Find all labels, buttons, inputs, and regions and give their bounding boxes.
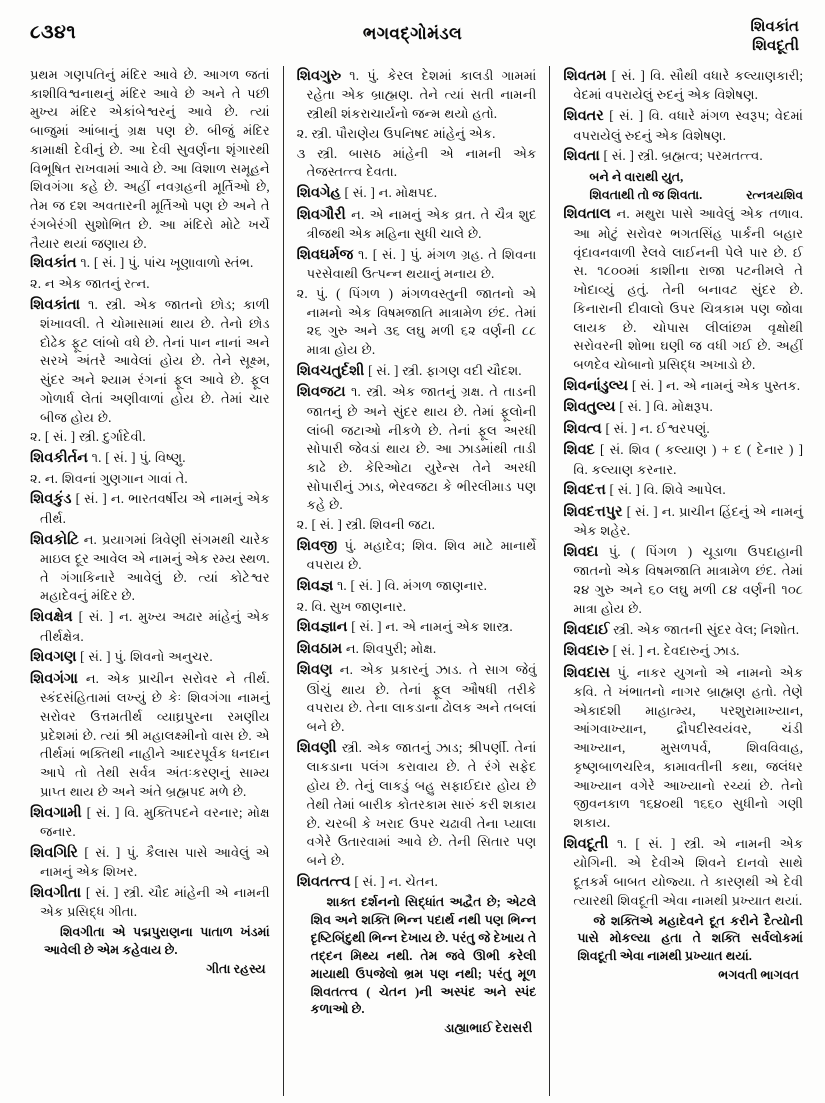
text-column-3	[554, 66, 807, 1096]
entry-headword: શિવતમ	[563, 68, 607, 84]
dictionary-entry	[297, 536, 537, 575]
dictionary-entry	[563, 834, 803, 911]
book-title: ભગવદ્ગોમંડલ	[362, 24, 463, 43]
entry-headword: શિવતા	[563, 148, 600, 165]
text-column-2	[288, 66, 546, 1096]
dictionary-entry	[30, 669, 270, 802]
entry-definition: [ સં. ] સ્ત્રી. ફાગણ વદી ચૌદશ.	[364, 362, 522, 378]
quotation-attribution: ડાહ્યાભાઈ દેરાસરી	[444, 1021, 533, 1036]
verse-attribution: રત્નત્રયશિવ	[746, 188, 804, 203]
dictionary-entry	[30, 489, 270, 528]
verse-line-text: બને ને વારાથી યુત,	[589, 169, 684, 184]
entry-headword: શિવજટા	[296, 384, 346, 401]
entry-sense: ૨. [ સં. ] સ્ત્રી. દુર્ગાદેવી.	[30, 429, 146, 445]
column-divider-2	[549, 66, 550, 1096]
entry-headword: શિવનાંડુલ્ય	[563, 377, 629, 394]
quotation-text: શાક્ત દર્શનનો સિદ્ધાંત અદ્વૈત છે; એટલે શિવ અને શક્તિ ભિન્ન પદાર્થ નથી પણ ભિન્ન દૃષ્ટિબિંદુથી ભિન્ન દેખાય છે. પરંતુ જે દેખાય તે તદ્દન મિથ્ય નથી. તેમ જવે ઊભી કરેલી માયાથી ઉપજેલો ભ્રમ પણ નથી; પરંતુ મૂળ શિવતત્ત્વ ( ચેતન )ની અસ્પંદ અને સ્પંદ કળાઓ છે.	[310, 895, 537, 1017]
entry-headword: શિવગૌરી	[296, 206, 346, 223]
entry-definition: પું. ( પિંગળ ) ચૂડાળા ઉપદાહાની જાતનો એક વિષમજાતિ માત્રામેળ છંદ. તેમાં ૨૪ ગુરુ અને ૬૦ લઘુ મળી ૮૪ વર્ણની ૧૦૮ માત્રા હોય છે.	[573, 543, 804, 616]
quotation-text: જે શક્તિએ મહાદેવને દૂત કરીને દૈત્યોની પાસે મોકલ્યા હતા તે શક્તિ સર્વલોકમાં શિવદૂતી એવા નામથી પ્રખ્યાત થયાં.	[577, 913, 804, 964]
entry-headword: શિવજી	[296, 537, 338, 554]
entry-headword: શિવદત્ત	[563, 482, 606, 499]
entry-definition: ન. શિવપુરી; મોક્ષ.	[342, 640, 437, 656]
dictionary-entry	[297, 872, 537, 892]
dictionary-entry	[297, 66, 537, 124]
dictionary-entry	[30, 295, 270, 428]
entry-definition: ૧. [ સં. ] પું. વિષ્ણુ.	[87, 450, 186, 466]
dictionary-entry	[30, 803, 270, 842]
dictionary-entry	[30, 607, 270, 646]
quotation-lead-word: શિવગીતા	[60, 925, 105, 940]
entry-headword: શિવતુલ્ય	[563, 399, 616, 416]
entry-definition: ૧. [ સં. ] સ્ત્રી. એ નામની એક યોગિની. એ દેવીએ શિવને દાનવો સાથે દૂતકર્મ બાબત યોજ્યા. તે કારણથી એ દેવી ત્યારથી શિવદૂતી એવા નામથી પ્રખ્યાત થયાં.	[573, 835, 804, 908]
quotation-block	[563, 913, 803, 967]
entry-definition: [ સં. ] ન. દેવદારુનું ઝાડ.	[608, 643, 740, 659]
entry-sense: ૨. ન એક જાતનું રત્ન.	[30, 275, 150, 291]
entry-definition: [ સં. ] ન. એ નામનું એક શાસ્ત્ર.	[347, 619, 513, 635]
text-column-1	[18, 66, 279, 1096]
dictionary-entry	[297, 738, 537, 871]
running-head	[18, 14, 807, 64]
entry-headword: શિવઘર્મજ	[296, 246, 354, 263]
dictionary-entry	[297, 205, 537, 244]
entry-headword: શિવતર	[563, 108, 604, 125]
dictionary-entry	[297, 639, 537, 659]
dictionary-entry	[30, 843, 270, 882]
entry-definition: [ સં. ] ન. ઈશ્વરપણું.	[601, 420, 710, 436]
dictionary-entry	[30, 883, 270, 922]
entry-headword: શિવજ્ઞાન	[296, 619, 348, 636]
entry-headword: શિવણ	[296, 662, 333, 679]
entry-headword: શિવકાંતા	[30, 296, 81, 313]
entry-definition: સ્ત્રી. એક જાતનું ઝાડ; શ્રીપર્ણી. તેનાં લાકડાના પલંગ કરાવાય છે. તે રંગે સફેદ હોય છે. તેનું લાકડું બહુ સફાઈદાર હોય છે તેથી તેમાં બારીક કોતરકામ સારું કરી શકાય છે. ચરબી કે ખરાદ ઉપર ચઢાવી તેના પ્યાલા વગેરે ઉતારવામાં આવે છે. તેની સિતાર પણ બને છે.	[306, 739, 537, 868]
entry-definition: ૧. પું. કેરલ દેશમાં કાલડી ગામમાં રહેતા એક બ્રાહ્મણ. તેને ત્યાં સતી નામની સ્ત્રીથી શંકરાચાર્યનો જન્મ થયો હતો.	[306, 68, 537, 122]
dictionary-entry	[563, 106, 803, 145]
entry-headword: શિવકીર્તન	[30, 450, 88, 467]
entry-definition: પું. મહાદેવ; શિવ. શિવ માટે માનાર્થે વપરાય છે.	[306, 537, 537, 573]
entry-definition: ૧. સ્ત્રી. એક જાતનો છોડ; કાળી શંખાવલી. તે ચોમાસામાં થાય છે. તેનો છોડ દોઢેક ફૂટ લાંબો વધે છે. તેનાં પાન નાનાં અને સરખે અંતરે આવેલાં હોય છે. તેને સૂક્ષ્મ, સુંદર અને શ્યામ રંગનાં ફૂલ આવે છે. ફૂલ ગોળાર્ધ લેતાં અણીવાળાં હોય છે. તેમાં ચાર બીજ હોય છે.	[40, 296, 270, 425]
dictionary-entry	[297, 183, 537, 203]
entry-sense: ૨. [ સં. ] સ્ત્રી. શિવની જટા.	[296, 517, 435, 533]
verse-line-text: શિવતાથી તો જ શિવતા.	[589, 188, 703, 203]
entry-headword: શિવગુરુ	[296, 68, 342, 84]
verse-quotation	[563, 168, 803, 205]
column-container	[18, 66, 807, 1096]
entry-headword: શિવચતુર્દશી	[296, 362, 365, 379]
entry-headword: શિવદ	[563, 442, 595, 459]
dictionary-entry	[297, 245, 537, 284]
entry-headword: શિવગેહ	[296, 185, 341, 202]
entry-headword: શિવદા	[563, 543, 599, 560]
entry-definition: ૧. સ્ત્રી. એક જાતનું ગ્રક્ષ. તે તાડની જાતનું છે અને સુંદર થાય છે. તેમાં ફૂલોની લાંબી જટાઓ નીકળે છે. તેનાં ફૂલ અરધી સોપારી જેવડાં થાય છે. આ ઝાડમાંથી તાડી કાઢે છે. કેરિઓટા યુરેન્સ તેને અરધી સોપારીનું ઝાડ, ભેરવજટા કે ભીરલીમાડ પણ કહે છે.	[306, 384, 537, 513]
entry-definition: [ સં. ] ન. પ્રાચીન હિંદનું એ નામનું એક શહેર.	[573, 503, 804, 539]
entry-definition: [ સં. ] ન. મોક્ષપદ.	[340, 185, 438, 201]
quotation-attribution: ગીતા રહસ્ય	[206, 961, 266, 976]
entry-definition: [ સં. ] સ્ત્રી. બ્રહ્મત્વ; પરમતત્ત્વ.	[599, 148, 763, 164]
entry-headword: શિવગામી	[30, 804, 82, 821]
entry-definition: [ સં. ] વિ. મોક્ષરૂપ.	[615, 399, 713, 415]
entry-sense: ૨. ન. શિવનાં ગુણગાન ગાવાં તે.	[30, 470, 188, 486]
dictionary-entry	[563, 397, 803, 417]
dictionary-entry	[563, 641, 803, 661]
entry-definition: [ સં. ] પું. કૈલાસ પાસે આવેલું એ નામનું એક શિખર.	[40, 844, 270, 880]
entry-headword: શિવદારુ	[563, 643, 609, 660]
entry-definition: પું. નાકર યુગનો એ નામનો એક કવિ. તે ખંભાતનો નાગર બ્રાહ્મણ હતો. તેણે એકાદશી માહાત્મ્ય, પરશુરામાખ્યાન, આંગવાખ્યાન, દ્રૌપદીસ્વયંવર, ચંડી આખ્યાન, મુસળપર્વ, શિવવિવાહ, કૃષ્ણબાળચરિત્ર, કામાવતીની કથા, જલંધર આખ્યાન વગેરે આખ્યાનો રચ્યાં છે. તેનો જીવનકાળ ૧૬૪૦થી ૧૬૬૦ સુધીનો ગણી શકાય.	[573, 664, 804, 831]
dictionary-entry	[563, 146, 803, 166]
entry-definition: ૧. [ સં. ] વિ. મંગળ જાણનાર.	[333, 578, 487, 594]
dictionary-entry	[563, 419, 803, 439]
page-number: ૮૩૪૧	[30, 22, 77, 43]
entry-headword: શિવકાંત	[30, 255, 77, 272]
entry-headword: શિવકુંડ	[30, 491, 72, 508]
entry-headword: શિવગણ	[30, 649, 77, 666]
entry-definition: [ સં. ] ન. ચેતન.	[350, 873, 438, 889]
entry-definition: [ સં. શિવ ( કલ્યાણ ) + દ ( દેનાર ) ] વિ. કલ્યાણ કરનાર.	[573, 442, 804, 477]
entry-definition: ન. પ્રયાગમાં ત્રિવેણી સંગમથી ચારેક માઇલ દૂર આવેલ એ નામનું એક રમ્ય સ્થળ. તે ગંગાકિનારે આવેલું છે. ત્યાં કોટેશ્વર મહાદેવનું મંદિર છે.	[40, 531, 270, 604]
dictionary-entry	[30, 530, 270, 607]
entry-headword: શિવત્વ	[563, 420, 602, 437]
entry-headword: શિવદૂતી	[563, 835, 609, 852]
entry-headword: શિવતત્ત્વ	[296, 873, 351, 890]
quotation-block	[30, 924, 270, 960]
entry-sense: ૩ સ્ત્રી. બાસઠ માંહેની એ નામની એક તેજસ્તત્ત્વ દેવતા.	[296, 145, 537, 180]
entry-definition: [ સં. ] વિ. વધારે મંગળ સ્વરૂપ; વેદમાં વપરાયેલું રુદનું એક વિશેષણ.	[573, 108, 804, 143]
dictionary-entry	[297, 382, 537, 515]
entry-headword: શિવગિરિ	[30, 844, 78, 861]
entry-definition: [ સં. ] ન. એ નામનું એક પુસ્તક.	[628, 377, 801, 393]
entry-definition: [ સં. ] વિ. શિવે આપેલ.	[605, 482, 726, 498]
verse-line	[589, 168, 803, 186]
continuation-paragraph: પ્રથમ ગણપતિનું મંદિર આવે છે. આગળ જતાં કાશીવિશ્વનાથનું મંદિર આવે છે અને તે પછી મુખ્ય મંદિર એકાંબેશ્વરનું આવે છે. ત્યાં બાજુમાં આંબાનું ગ્રક્ષ પણ છે. બીજું મંદિર કામાક્ષી દેવીનું છે. આ દેવી સુવર્ણના શૃંગારથી વિભૂષિત રાખવામાં આવે છે. આ વિશાળ સમૂહને શિવગંગા કહે છે. અહીં નવગ્રહની મૂર્તિઓ છે, તેમ જ દશ અવતારની મૂર્તિઓ પણ છે અને તે રંગબેરંગી સુશોભિત છે. આ મંદિરો મોટે ખર્ચે તૈયાર થયાં જણાય છે.	[30, 67, 270, 251]
entry-headword: શિવદાઈ	[563, 621, 610, 638]
entry-definition: સ્ત્રી. એક જાતની સુંદર વેલ; નિશોત.	[609, 621, 800, 637]
entry-headword: શિવદાસ	[563, 664, 610, 681]
entry-headword: શિવગીતા	[30, 885, 82, 902]
dictionary-entry	[563, 480, 803, 500]
dictionary-entry	[297, 576, 537, 596]
entry-definition: [ સં. ] પું. શિવનો અનુચર.	[76, 649, 213, 665]
entry-headword: શિવઠામ	[296, 640, 343, 657]
entry-headword: શિવતાલ	[563, 206, 611, 223]
dictionary-entry	[30, 253, 270, 273]
dictionary-entry	[563, 663, 803, 833]
dictionary-entry	[30, 448, 270, 468]
entry-definition: ન. મથુરા પાસે આવેલું એક તળાવ. આ મોટું સરોવર ભગતસિંહ પાર્કની બહાર વૃંદાવનવાળી રેલવે લાઈનની પેલે પાર છે. ઈ સ. ૧૮૦૦માં કાશીના રાજા પટનીમલે તે ખોદાવ્યું હતું. તેની બનાવટ સુંદર છે. કિનારાની દીવાલો ઉપર ચિત્રકામ પણ જોવા લાયક છે. ચોપાસ લીલાંછમ વૃક્ષોથી સરોવરની શોભા ઘણી જ વધી ગઈ છે. અહીં બળદેવ ચોબાનો પ્રસિદ્ધ અખાડો છે.	[573, 206, 804, 373]
dictionary-entry	[30, 647, 270, 667]
dictionary-entry	[563, 502, 803, 541]
entry-sense: ૨. સ્ત્રી. પૌરાણેય ઉપનિષદ માંહેનું એક.	[296, 125, 496, 141]
entry-sense: ૨. વિ. સુખ જાણનાર.	[296, 598, 407, 614]
dictionary-entry	[563, 204, 803, 374]
entry-definition: [ સં. ] વિ. સૌથી વધારે કલ્યાણકારી; વેદમાં વપરાયેલું રુદનું એક વિશેષણ.	[573, 68, 804, 103]
quotation-block	[297, 894, 537, 1019]
entry-definition: [ સં. ] વિ. મુક્તિપદને વરનાર; મોક્ષ જનાર.	[40, 804, 270, 840]
dictionary-entry	[297, 617, 537, 637]
entry-sense: ૨. પું. ( પિંગળ ) મંગળવસ્તુની જાતનો એ નામનો એક વિષમજાતિ માત્રામેળ છંદ. તેમાં ૨૬ ગુરુ અને ૩૬ લઘુ મળી ૬૨ વર્ણની ૮૮ માત્રા હોય છે.	[296, 285, 537, 358]
dictionary-entry	[563, 66, 803, 105]
entry-definition: [ સં. ] ન. ભારતવર્ષીય એ નામનું એક તીર્થ.	[40, 491, 270, 526]
verse-line	[589, 186, 803, 204]
guide-word-last: શિવદૂતી	[752, 37, 799, 54]
dictionary-entry	[563, 542, 803, 619]
entry-definition: [ સં. ] ન. મુખ્ય અઢાર માંહેનું એક તીર્થક્ષેત્ર.	[40, 609, 270, 644]
entry-definition: ૧. [ સં. ] પું. પાંચ ખૂણાવાળો સ્તંભ.	[76, 255, 254, 271]
entry-definition: ન. એક પ્રકારનું ઝાડ. તે સાગ જેવું ઊંચું થાય છે. તેનાં ફૂલ ઔષધી તરીકે વપરાય છે. તેના લાકડાના ઢોલક અને તબલાં બને છે.	[306, 662, 537, 735]
entry-headword: શિવકોટિ	[30, 531, 79, 548]
dictionary-entry	[297, 660, 537, 737]
dictionary-entry	[297, 361, 537, 381]
entry-headword: શિવક્ષેત્ર	[30, 609, 73, 626]
quotation-text: એ પદ્મપુરાણના પાતાળ ખંડમાં આવેલી છે એમ કહેવાય છે.	[44, 925, 270, 958]
dictionary-entry	[563, 440, 803, 479]
entry-definition: ન. એક પ્રાચીન સરોવર ને તીર્થ. સ્કંદસંહિતામાં લખ્યું છે કેઃ શિવગંગા નામનું સરોવર ઉત્તમતીર્થ વ્યાઘ્રપુરના રમણીય પ્રદેશમાં છે. ત્યાં શ્રી મહાલક્ષ્મીનો વાસ છે. એ તીર્થમાં ભક્તિથી નાહીને આદરપૂર્વક ધનદાન આપે તો તેથી સર્વત્ર અંતઃકરણનું સામ્ય પ્રાપ્ત થાય છે અને અંતે બ્રહ્મપદ મળે છે.	[40, 670, 270, 799]
entry-definition: ૧. [ સં. ] પું. મંગળ ગ્રહ. તે શિવના પરસેવાથી ઉત્પન્ન થયાનું મનાય છે.	[306, 246, 537, 282]
dictionary-entry	[563, 376, 803, 396]
entry-headword: શિવગંગા	[30, 670, 78, 687]
column-divider-1	[283, 66, 284, 1096]
quotation-attribution: ભગવતી ભાગવત	[718, 968, 800, 983]
entry-definition: ન. એ નામનું એક વ્રત. તે ચૈત્ર શુદ ત્રીજથી એક મહિના સુધી ચાલે છે.	[306, 206, 537, 242]
guide-word-first: શિવકાંત	[750, 19, 799, 35]
entry-headword: શિવણી	[296, 739, 337, 756]
entry-headword: શિવદત્તપુર	[563, 503, 623, 520]
dictionary-entry	[563, 620, 803, 640]
entry-definition: [ સં. ] સ્ત્રી. ચૌદ માંહેની એ નામની એક પ્રસિદ્ધ ગીતા.	[40, 885, 270, 920]
entry-headword: શિવજ્ઞ	[296, 578, 334, 595]
